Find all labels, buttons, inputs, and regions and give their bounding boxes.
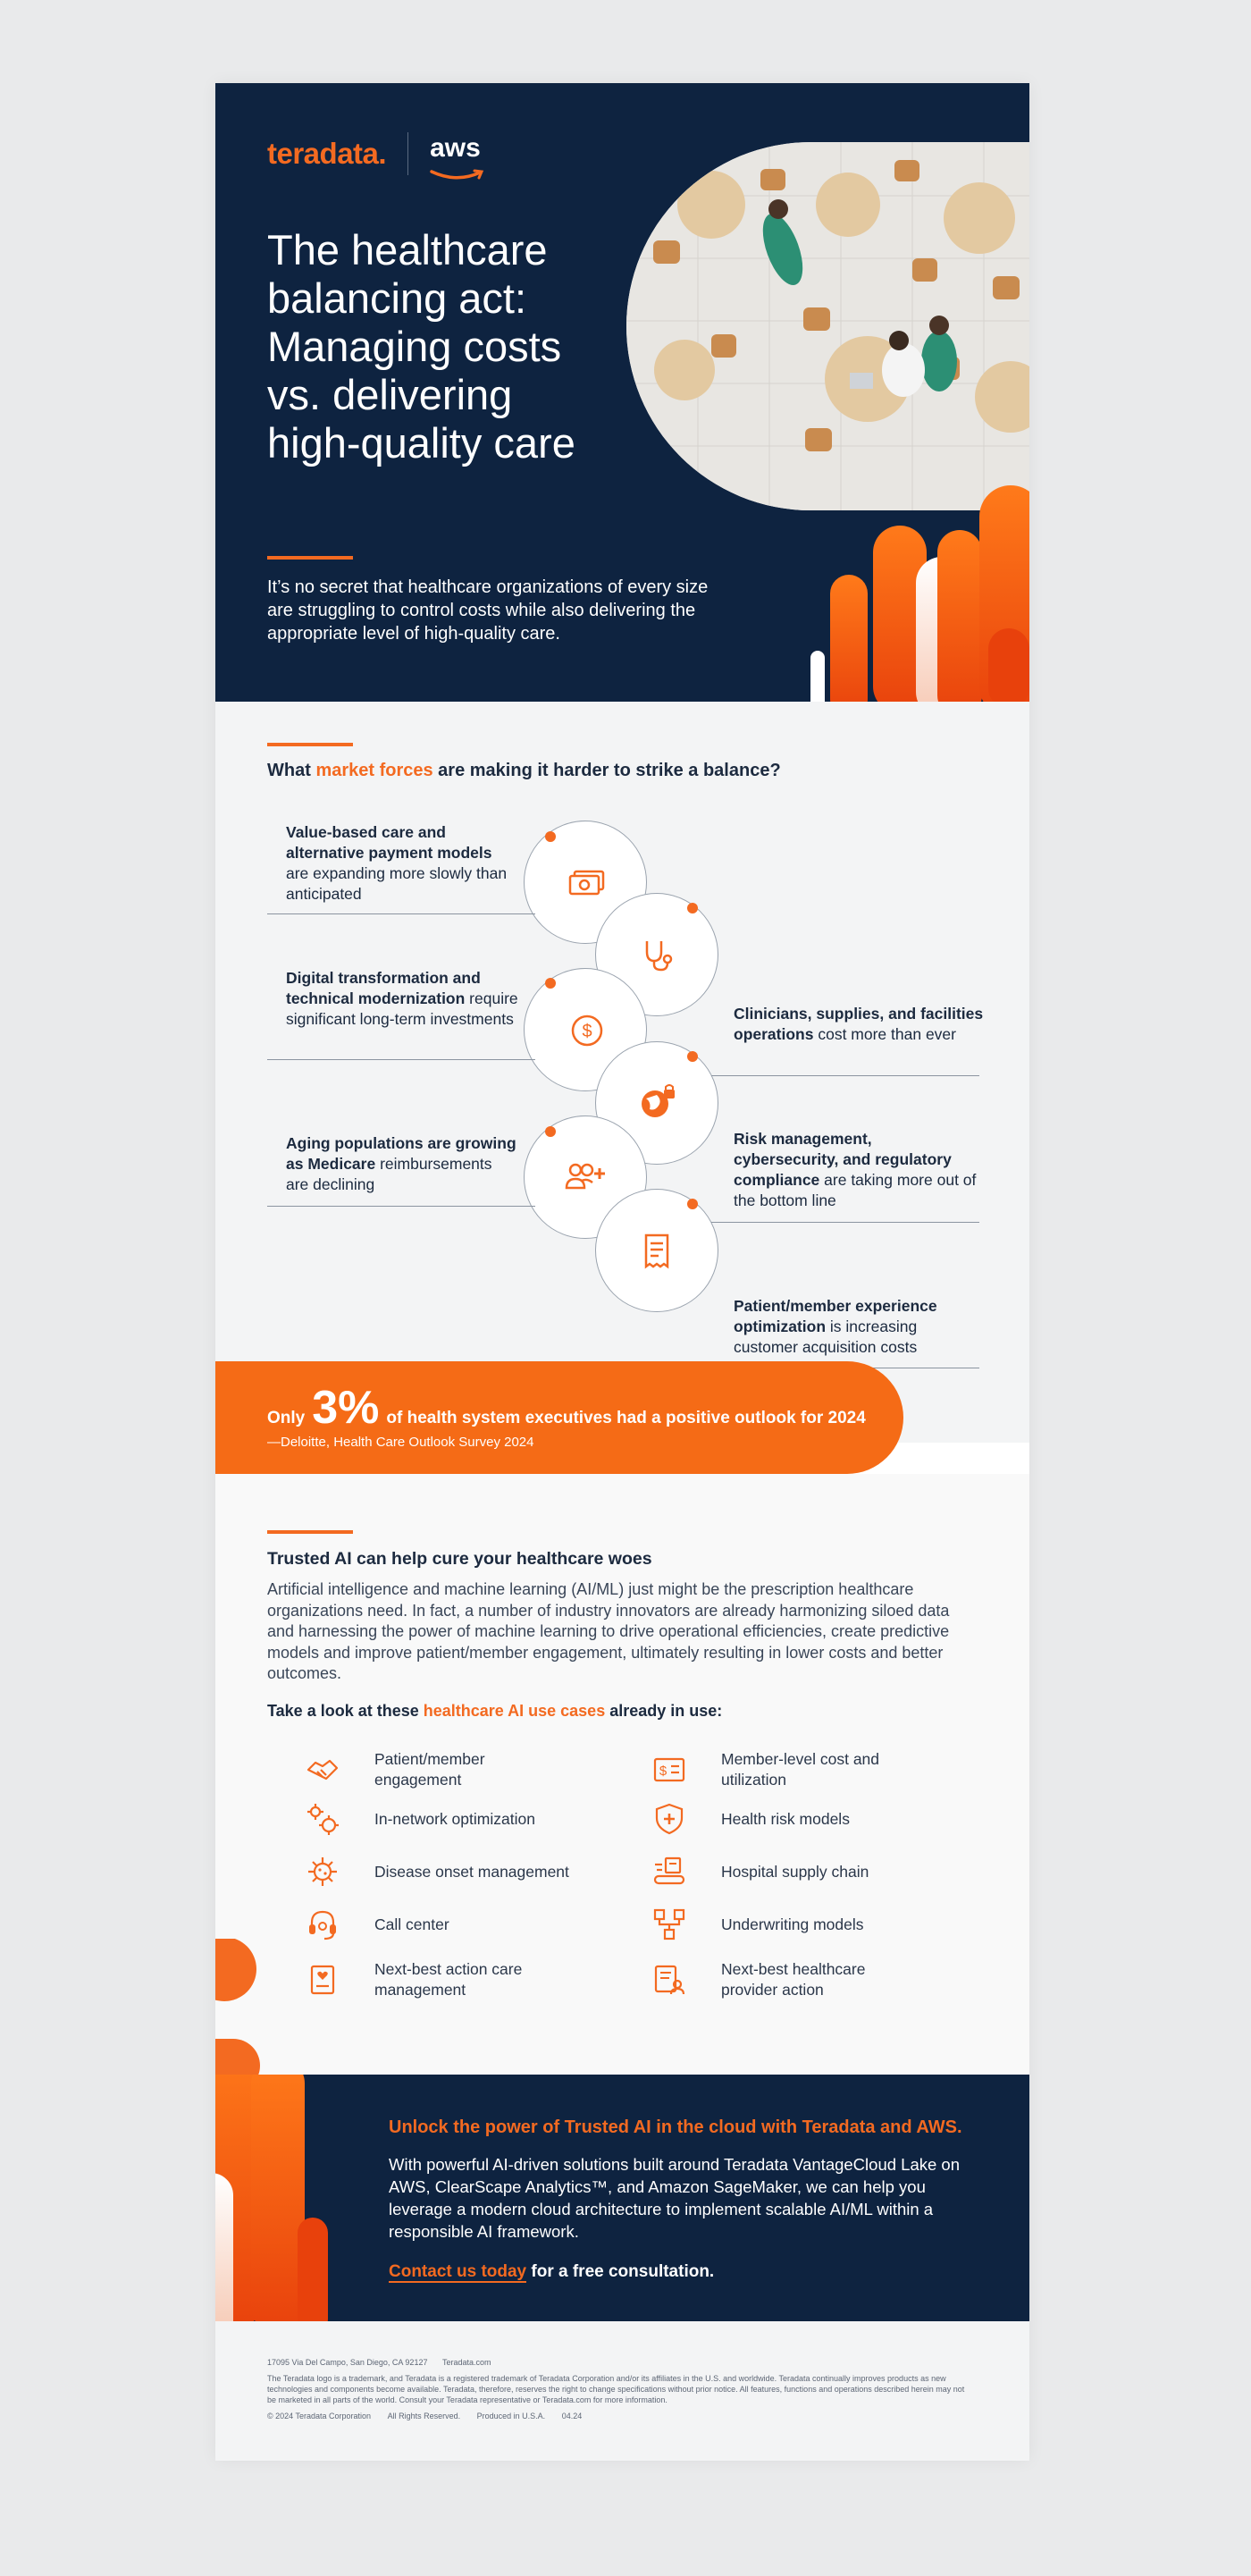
- footer-copyright-line: [267, 2411, 582, 2421]
- infographic-page: [215, 83, 1029, 2461]
- hero-intro: It’s no secret that healthcare organizations of every size are struggling to control costs while also delivering the appropriate level of high-quality care.: [267, 577, 709, 644]
- use-cases-intro: Take a look at these healthcare AI use cases already in use:: [267, 1702, 723, 1720]
- footer-website-link[interactable]: Teradata.com: [441, 2358, 491, 2367]
- use-case-provider-action: [651, 1959, 918, 2000]
- handshake-icon: [305, 1752, 340, 1788]
- force-line-1: [267, 913, 535, 914]
- force-item-4: Risk management, cybersecurity, and regulatory compliance are taking more out of the bottom line: [734, 1130, 977, 1209]
- force-line-5: [267, 1206, 535, 1207]
- use-case-next-best-action: [305, 1959, 571, 2000]
- use-case-patient-engagement: [305, 1749, 571, 1790]
- force-dot-5: [545, 1126, 556, 1137]
- cta-decorative-bars: [215, 2075, 340, 2321]
- use-case-label: Member-level cost and utilization: [721, 1750, 880, 1789]
- force-item-5: Aging populations are growing as Medicare reimbursements are declining: [286, 1134, 516, 1193]
- receipt-icon: [641, 1233, 673, 1270]
- svg-text:$: $: [582, 1022, 592, 1041]
- stat-prefix: Only: [267, 1409, 306, 1427]
- use-case-label: Hospital supply chain: [721, 1862, 869, 1881]
- aws-logo-text: aws: [430, 133, 481, 163]
- stat-text: of health system executives had a positive outlook for 2024: [386, 1409, 866, 1427]
- use-case-health-risk: [651, 1801, 918, 1837]
- use-case-label: Health risk models: [721, 1809, 850, 1828]
- stethoscope-icon: [640, 938, 676, 973]
- stat-number: 3%: [312, 1382, 380, 1434]
- use-case-underwriting: [651, 1907, 918, 1942]
- hero-section: [215, 83, 1029, 702]
- virus-icon: [305, 1854, 340, 1890]
- svg-text:$: $: [659, 1764, 667, 1779]
- trusted-ai-section: [215, 1474, 1029, 2075]
- footer-produced: Produced in U.S.A.: [476, 2412, 546, 2420]
- gears-icon: [305, 1801, 340, 1837]
- force-item-2: Clinicians, supplies, and facilities operations cost more than ever: [734, 1005, 984, 1043]
- cta-title: Unlock the power of Trusted AI in the cloud with Teradata and AWS.: [389, 2117, 962, 2137]
- stat-source: —Deloitte, Health Care Outlook Survey 2024: [267, 1435, 534, 1450]
- footer-section: [215, 2321, 1029, 2461]
- force-dot-1: [545, 831, 556, 842]
- decorative-bars: [215, 83, 1029, 702]
- market-forces-section: [215, 702, 1029, 1443]
- decorative-side-shapes: [215, 1939, 269, 2082]
- stat-line: [267, 1381, 866, 1435]
- use-case-label: Call center: [374, 1915, 449, 1933]
- use-case-supply-chain: [651, 1854, 918, 1890]
- footer-date: 04.24: [561, 2412, 583, 2420]
- trusted-accent-rule: [267, 1530, 353, 1534]
- use-case-disease-onset: [305, 1854, 571, 1890]
- shield-plus-icon: [651, 1801, 687, 1837]
- use-case-label: In-network optimization: [374, 1809, 535, 1828]
- force-dot-4: [687, 1051, 698, 1062]
- globe-lock-icon: [639, 1084, 676, 1122]
- force-dot-2: [687, 903, 698, 913]
- bill-icon: [651, 1752, 687, 1788]
- conveyor-icon: [651, 1854, 687, 1890]
- use-case-label: Patient/member engagement: [374, 1750, 485, 1789]
- teradata-logo: teradata.: [267, 137, 387, 170]
- force-dot-3: [545, 978, 556, 989]
- contact-us-link[interactable]: Contact us today: [389, 2262, 527, 2281]
- cta-body: With powerful AI-driven solutions built around Teradata VantageCloud Lake on AWS, ClearScape Analytics™, and Amazon SageMaker, we can help you leverage a modern cloud architecture to implement scalable AI/ML within a responsible AI framework.: [389, 2155, 960, 2241]
- force-line-3: [267, 1059, 535, 1060]
- use-case-label: Underwriting models: [721, 1915, 864, 1933]
- use-case-call-center: [305, 1907, 571, 1942]
- headset-icon: [305, 1907, 340, 1942]
- forces-question: What market forces are making it harder to strike a balance?: [267, 761, 781, 780]
- force-line-2: [711, 1075, 979, 1076]
- footer-legal: The Teradata logo is a trademark, and Teradata is a registered trademark of Teradata Corporation and/or its affiliates in the U.S. and worldwide. Teradata continually improves products as new technologies and components become available. Teradata, therefore, reserves the right to change specifications without prior notice. All features, functions and operations described herein may not be marketed in all parts of the world. Consult your Teradata representative or Teradata.com for more information.: [267, 2374, 965, 2404]
- flowchart-icon: [651, 1907, 687, 1942]
- use-case-label: Disease onset management: [374, 1862, 569, 1881]
- footer-rights: All Rights Reserved.: [387, 2412, 461, 2420]
- cta-contact-line: Contact us today for a free consultation.: [389, 2262, 715, 2281]
- add-people-icon: [564, 1159, 607, 1195]
- stat-banner: [215, 1361, 903, 1474]
- use-case-in-network: [305, 1801, 571, 1837]
- provider-doc-icon: [651, 1962, 687, 1998]
- footer-copyright: © 2024 Teradata Corporation: [267, 2412, 372, 2420]
- trusted-body: Artificial intelligence and machine learning (AI/ML) just might be the prescription healthcare organizations need. In fact, a number of industry innovators are already harmonizing siloed data and harnessing the power of machine learning to drive operational efficiencies, create predictive models and improve patient/member engagement, ultimately resulting in lower costs and better outcomes.: [267, 1580, 950, 1682]
- footer-address-line: [267, 2357, 491, 2368]
- force-item-3: Digital transformation and technical modernization require significant long-term investments: [286, 969, 518, 1028]
- forces-accent-rule: [267, 743, 353, 746]
- force-item-6: Patient/member experience optimization is increasing customer acquisition costs: [734, 1297, 937, 1356]
- clipboard-heart-icon: [305, 1962, 340, 1998]
- hero-title: The healthcare balancing act: Managing costs vs. delivering high-quality care: [267, 226, 575, 467]
- dollar-coin-icon: [569, 1013, 605, 1048]
- use-case-label: Next-best action care management: [374, 1960, 523, 1999]
- use-case-label: Next-best healthcare provider action: [721, 1960, 866, 1999]
- money-icon: [567, 866, 607, 898]
- cta-section: [215, 2075, 1029, 2321]
- use-case-member-level-cost: [651, 1749, 918, 1790]
- footer-address: 17095 Via Del Campo, San Diego, CA 92127: [267, 2358, 428, 2367]
- force-item-1: Value-based care and alternative payment models are expanding more slowly than anticipated: [286, 823, 508, 903]
- trusted-title: Trusted AI can help cure your healthcare woes: [267, 1549, 652, 1569]
- force-dot-6: [687, 1199, 698, 1209]
- force-line-4: [711, 1222, 979, 1223]
